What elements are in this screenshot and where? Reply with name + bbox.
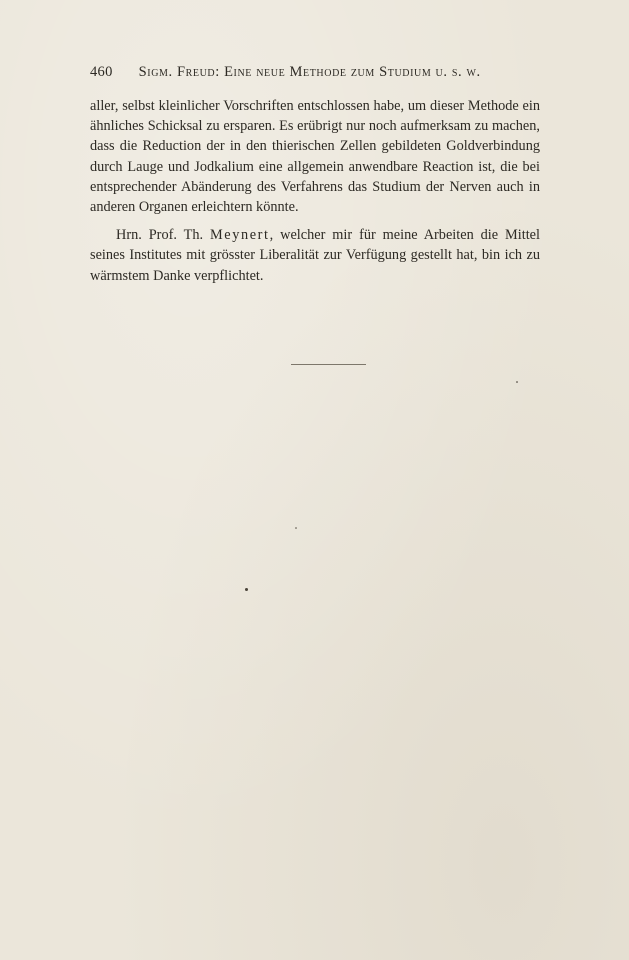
paper-speck: [516, 381, 518, 383]
author-name-meynert: Meynert: [209, 227, 270, 244]
paragraph-1: aller, selbst kleinlicher Vorschriften entschlossen habe, um dieser Methode ein ähnliches Schicksal zu ersparen. Es erübrigt nur noch aufmerksam zu machen, dass die Reduction der in den thierischen Zellen gebildeten Goldverbindung durch Lauge und Jodkalium eine allgemein anwendbare Reaction ist, die bei entsprechender Abänderung des Verfahrens das Studium der Nerven auch in anderen Organen erleichtern könnte.: [90, 98, 540, 216]
running-header: [90, 64, 530, 81]
paragraph-2-start: Hrn. Prof. Th.: [116, 227, 210, 244]
paragraph-2-end: , welcher mir für meine Arbeiten die Mittel seines Institutes mit grösster Liberalität zur Verfügung gestellt hat, bin ich zu wärmstem Danke verpflichtet.: [90, 227, 540, 284]
paper-speck: [295, 527, 297, 529]
page-number: 460: [90, 64, 113, 80]
paragraph-2: [90, 225, 540, 286]
section-end-rule: [291, 364, 366, 365]
body-text: [90, 96, 540, 286]
running-title: Sigm. Freud: Eine neue Methode zum Studium u. s. w.: [138, 64, 481, 80]
paper-speck: [245, 588, 248, 591]
